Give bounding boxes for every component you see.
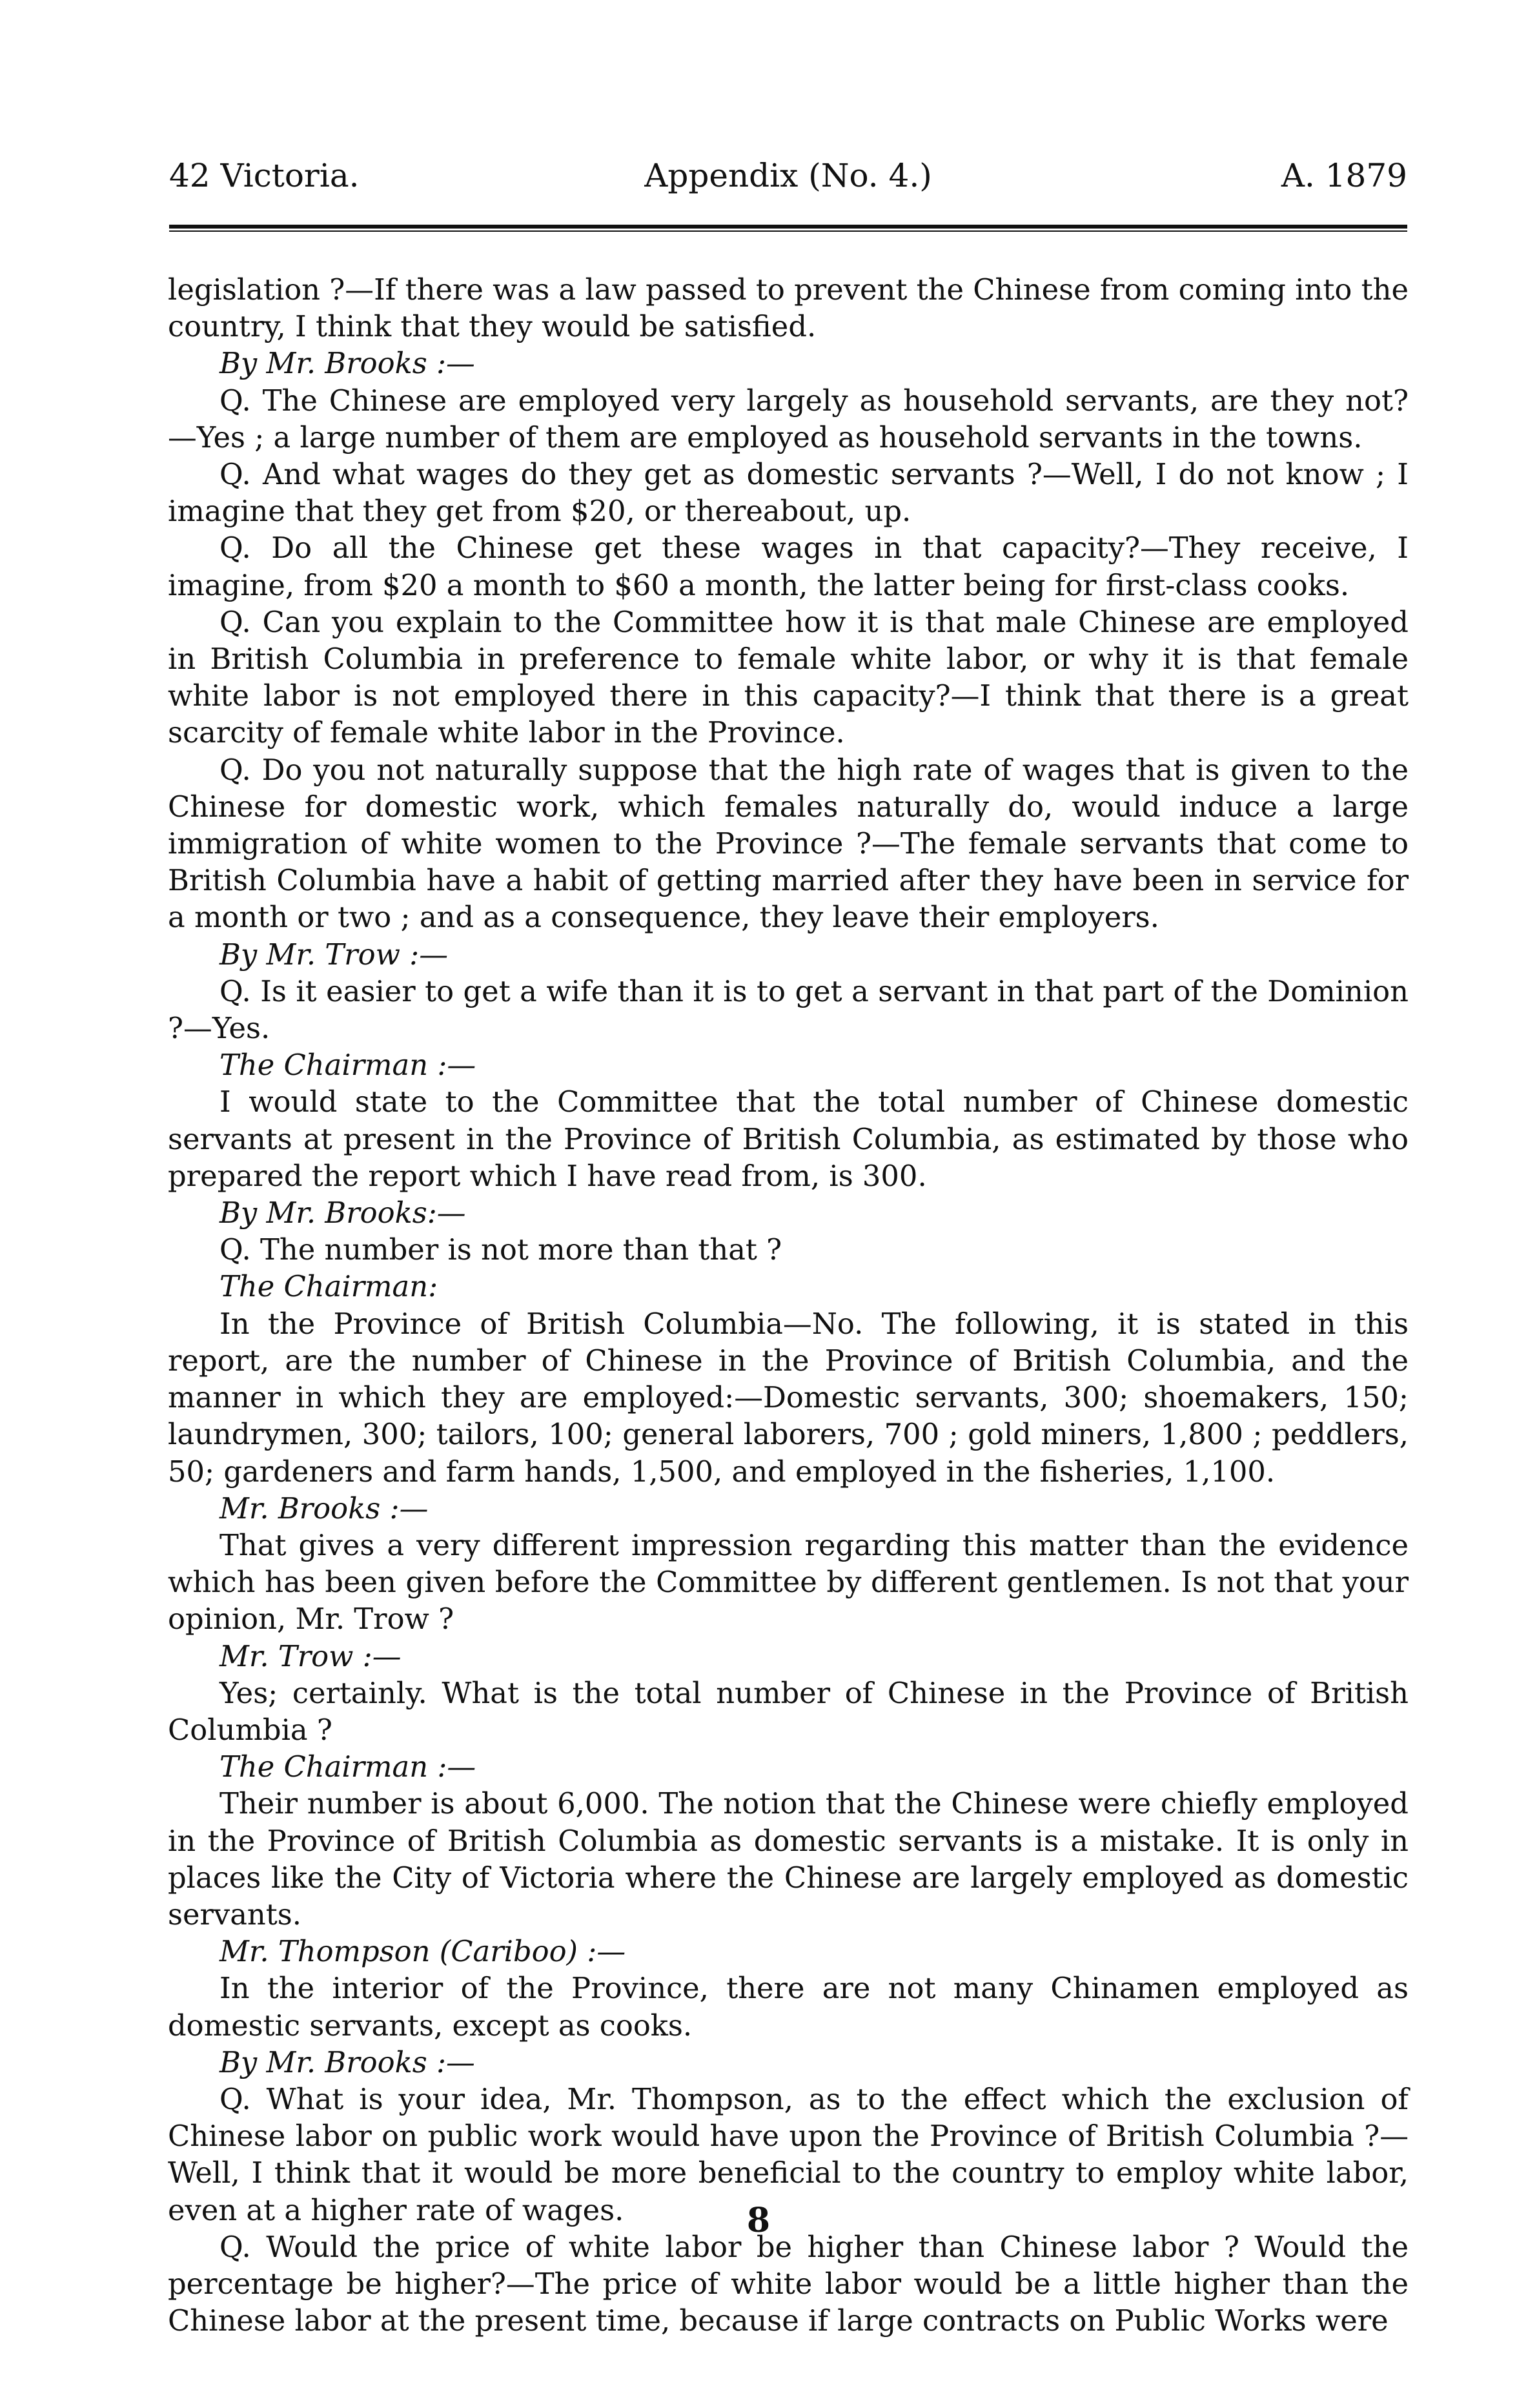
header-rule-thick <box>169 225 1407 229</box>
speaker-heading: The Chairman :— <box>219 1048 476 1083</box>
paragraph: I would state to the Committee that the total number of Chinese domestic servants at present in the Province of British Columbia, as estimated by those who prepared the report which I have read from, is 300. <box>168 1085 1409 1193</box>
paragraph: Q. Can you explain to the Committee how it is that male Chinese are employed in British Columbia in preference to female white labor, or why it is that female white labor is not employed there in this capacity?—I think that there is a great scarcity of female white labor in the Province. <box>168 604 1409 750</box>
speaker-heading: The Chairman: <box>219 1269 438 1304</box>
paragraph: Q. The Chinese are employed very largely as household servants, are they not? —Yes ; a large number of them are employed as household servants in the towns. <box>168 383 1409 454</box>
paragraph: Q. What is your idea, Mr. Thompson, as to the effect which the exclusion of Chinese labor on public work would have upon the Province of British Columbia ?—Well, I think that it would be more beneficial to the country to employ white labor, even at a higher rate of wages. <box>168 2081 1409 2227</box>
paragraph: Yes; certainly. What is the total number of Chinese in the Province of British Columbia ? <box>168 1675 1409 1747</box>
speaker-heading: Mr. Thompson (Cariboo) :— <box>219 1934 626 1969</box>
paragraph: Q. The number is not more than that ? <box>219 1232 782 1267</box>
header-appendix: Appendix (No. 4.) <box>644 157 932 194</box>
page-header <box>169 150 1407 201</box>
paragraph: legislation ?—If there was a law passed to prevent the Chinese from coming into the country, I think that they would be satisfied. <box>168 272 1409 344</box>
paragraph: Their number is about 6,000. The notion that the Chinese were chiefly employed in the Province of British Columbia as domestic servants is a mistake. It is only in places like the City of Victoria where the Chinese are largely employed as domestic servants. <box>168 1786 1409 1932</box>
paragraph: That gives a very different impression regarding this matter than the evidence which has been given before the Committee by different gentlemen. Is not that your opinion, Mr. Trow ? <box>168 1527 1409 1637</box>
page-number: 8 <box>746 2201 771 2240</box>
speaker-heading: By Mr. Brooks :— <box>219 346 475 381</box>
speaker-heading: By Mr. Brooks :— <box>219 2045 475 2079</box>
header-rule-thin <box>169 230 1407 232</box>
speaker-heading: Mr. Trow :— <box>219 1638 402 1673</box>
page-body <box>168 271 1409 2339</box>
header-rule <box>169 223 1407 232</box>
paragraph: Q. Do you not naturally suppose that the high rate of wages that is given to the Chinese for domestic work, which females naturally do, would induce a large immigration of white women to the Province ?—The female servants that come to British Columbia have a habit of getting married after they have been in service for a month or two ; and as a consequence, they leave their employers. <box>168 752 1409 935</box>
speaker-heading: The Chairman :— <box>219 1750 476 1784</box>
paragraph: Q. And what wages do they get as domestic servants ?—Well, I do not know ; I imagine that they get from $20, or thereabout, up. <box>168 457 1409 529</box>
header-year: A. 1879 <box>1281 157 1407 194</box>
header-session: 42 Victoria. <box>169 157 360 194</box>
paragraph: Q. Is it easier to get a wife than it is to get a servant in that part of the Dominion ?—Yes. <box>168 974 1409 1046</box>
paragraph: Q. Do all the Chinese get these wages in that capacity?—They receive, I imagine, from $20 a month to $60 a month, the latter being for first-class cooks. <box>168 531 1409 602</box>
speaker-heading: By Mr. Brooks:— <box>219 1196 466 1230</box>
paragraph: In the interior of the Province, there are not many Chinamen employed as domestic servants, except as cooks. <box>168 1971 1409 2043</box>
speaker-heading: Mr. Brooks :— <box>219 1491 429 1525</box>
paragraph: Q. Would the price of white labor be higher than Chinese labor ? Would the percentage be higher?—The price of white labor would be a little higher than the Chinese labor at the present time, because if large contracts on Public Works were <box>168 2229 1409 2338</box>
paragraph: In the Province of British Columbia—No. The following, it is stated in this report, are the number of Chinese in the Province of British Columbia, and the manner in which they are employed:—Domestic servants, 300; shoemakers, 150; laundrymen, 300; tailors, 100; general laborers, 700 ; gold miners, 1,800 ; peddlers, 50; gardeners and farm hands, 1,500, and employed in the fisheries, 1,100. <box>168 1306 1409 1489</box>
speaker-heading: By Mr. Trow :— <box>219 937 449 972</box>
